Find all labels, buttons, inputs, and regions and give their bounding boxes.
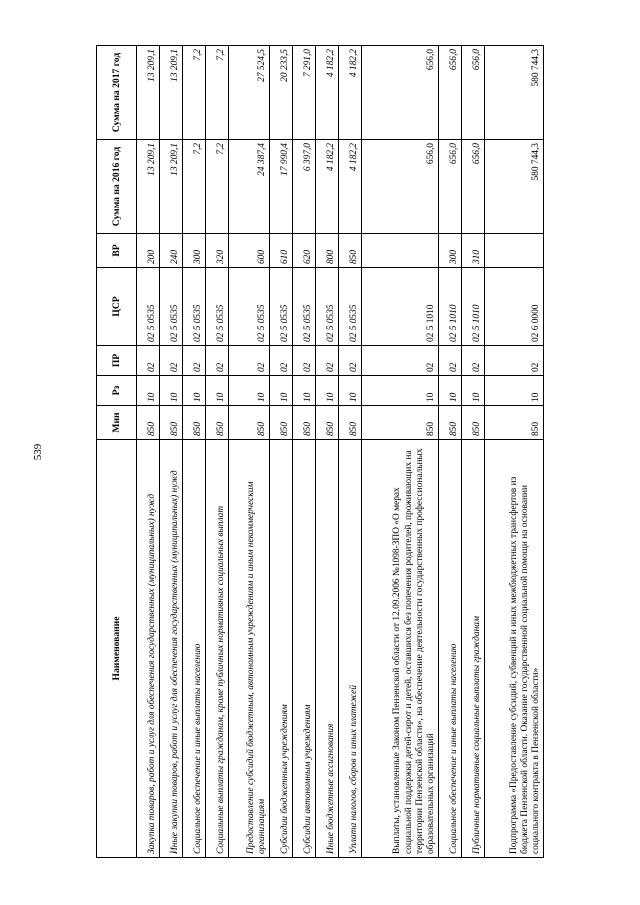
cell-vr: 620	[292, 234, 315, 268]
cell-sum-2017: 4 182,2	[338, 46, 361, 140]
cell-rz: 10	[137, 376, 160, 406]
cell-min: 850	[228, 406, 269, 440]
header-vr: ВР	[97, 234, 137, 268]
cell-min: 850	[361, 406, 438, 440]
cell-rz: 10	[461, 376, 484, 406]
cell-csr: 02 5 0535	[137, 268, 160, 346]
cell-pr: 02	[159, 346, 182, 376]
cell-sum-2016: 6 397,0	[292, 140, 315, 234]
cell-pr: 02	[484, 346, 543, 376]
cell-rz: 10	[269, 376, 292, 406]
cell-sum-2016: 13 209,1	[137, 140, 160, 234]
cell-sum-2016: 656,0	[461, 140, 484, 234]
cell-rz: 10	[361, 376, 438, 406]
header-rz: Рз	[97, 376, 137, 406]
cell-min: 850	[137, 406, 160, 440]
cell-csr: 02 5 0535	[292, 268, 315, 346]
cell-csr: 02 5 1010	[361, 268, 438, 346]
cell-sum-2016: 13 209,1	[159, 140, 182, 234]
cell-csr: 02 5 1010	[461, 268, 484, 346]
cell-csr: 02 5 0535	[338, 268, 361, 346]
cell-pr: 02	[137, 346, 160, 376]
cell-sum-2016: 24 387,4	[228, 140, 269, 234]
cell-min: 850	[438, 406, 461, 440]
cell-rz: 10	[484, 376, 543, 406]
cell-name: Социальное обеспечение и иные выплаты населению	[182, 440, 205, 858]
cell-vr: 300	[438, 234, 461, 268]
table-row	[269, 46, 292, 858]
cell-vr: 240	[159, 234, 182, 268]
cell-name: Подпрограмма «Предоставление субсидий, субвенций и иных межбюджетных трансфертов из бюджета Пензенской области. Оказание государственной социальной помощи на основании социального контракта в Пензенской области»	[484, 440, 543, 858]
cell-min: 850	[461, 406, 484, 440]
header-sum-2016: Сумма на 2016 год	[97, 140, 137, 234]
cell-vr: 610	[269, 234, 292, 268]
cell-name: Социальные выплаты гражданам, кроме публичных нормативных социальных выплат	[205, 440, 228, 858]
cell-vr	[484, 234, 543, 268]
cell-rz: 10	[438, 376, 461, 406]
table-row	[484, 46, 543, 858]
cell-rz: 10	[338, 376, 361, 406]
table-row	[228, 46, 269, 858]
cell-vr: 200	[137, 234, 160, 268]
table-row	[315, 46, 338, 858]
cell-vr: 850	[338, 234, 361, 268]
cell-sum-2017: 27 524,5	[228, 46, 269, 140]
cell-rz: 10	[182, 376, 205, 406]
table-row	[338, 46, 361, 858]
cell-name: Социальное обеспечение и иные выплаты населению	[438, 440, 461, 858]
cell-rz: 10	[159, 376, 182, 406]
cell-vr: 300	[182, 234, 205, 268]
cell-pr: 02	[182, 346, 205, 376]
cell-sum-2017: 7,2	[182, 46, 205, 140]
cell-sum-2017: 13 209,1	[137, 46, 160, 140]
cell-sum-2017: 580 744,3	[484, 46, 543, 140]
cell-sum-2016: 4 182,2	[315, 140, 338, 234]
table-row	[182, 46, 205, 858]
cell-sum-2016: 7,2	[205, 140, 228, 234]
cell-csr: 02 5 0535	[269, 268, 292, 346]
cell-vr: 600	[228, 234, 269, 268]
cell-sum-2016: 17 990,4	[269, 140, 292, 234]
cell-csr: 02 5 0535	[159, 268, 182, 346]
cell-sum-2017: 4 182,2	[315, 46, 338, 140]
cell-name: Субсидии бюджетным учреждениям	[269, 440, 292, 858]
cell-name: Иные закупки товаров, работ и услуг для обеспечения государственных (муниципальных) нужд	[159, 440, 182, 858]
cell-vr: 800	[315, 234, 338, 268]
table-body	[137, 46, 544, 858]
cell-sum-2016: 656,0	[361, 140, 438, 234]
table-row	[159, 46, 182, 858]
cell-csr: 02 5 0535	[315, 268, 338, 346]
cell-sum-2017: 7 291,0	[292, 46, 315, 140]
cell-name: Закупка товаров, работ и услуг для обеспечения государственных (муниципальных) нужд	[137, 440, 160, 858]
cell-name: Предоставление субсидий бюджетным, автономным учреждениям и иным некоммерческим организациям	[228, 440, 269, 858]
cell-min: 850	[159, 406, 182, 440]
table-row	[292, 46, 315, 858]
cell-rz: 10	[315, 376, 338, 406]
cell-pr: 02	[461, 346, 484, 376]
cell-min: 850	[269, 406, 292, 440]
cell-csr: 02 5 0535	[182, 268, 205, 346]
header-min: Мин	[97, 406, 137, 440]
cell-sum-2017: 13 209,1	[159, 46, 182, 140]
table-row	[361, 46, 438, 858]
cell-pr: 02	[292, 346, 315, 376]
cell-sum-2016: 4 182,2	[338, 140, 361, 234]
cell-pr: 02	[338, 346, 361, 376]
cell-min: 850	[182, 406, 205, 440]
cell-vr: 310	[461, 234, 484, 268]
cell-vr: 320	[205, 234, 228, 268]
cell-name: Публичные нормативные социальные выплаты гражданам	[461, 440, 484, 858]
cell-min: 850	[338, 406, 361, 440]
cell-vr	[361, 234, 438, 268]
cell-rz: 10	[205, 376, 228, 406]
cell-min: 850	[205, 406, 228, 440]
cell-name: Иные бюджетные ассигнования	[315, 440, 338, 858]
table-row	[461, 46, 484, 858]
cell-pr: 02	[269, 346, 292, 376]
cell-name: Уплата налогов, сборов и иных платежей	[338, 440, 361, 858]
cell-csr: 02 5 0535	[205, 268, 228, 346]
cell-pr: 02	[438, 346, 461, 376]
table-row	[205, 46, 228, 858]
cell-sum-2016: 656,0	[438, 140, 461, 234]
cell-sum-2016: 7,2	[182, 140, 205, 234]
cell-sum-2017: 656,0	[438, 46, 461, 140]
cell-rz: 10	[292, 376, 315, 406]
cell-sum-2017: 20 233,5	[269, 46, 292, 140]
header-pr: ПР	[97, 346, 137, 376]
cell-min: 850	[315, 406, 338, 440]
cell-csr: 02 5 0535	[228, 268, 269, 346]
cell-pr: 02	[228, 346, 269, 376]
cell-sum-2017: 656,0	[361, 46, 438, 140]
page-number: 539	[32, 443, 44, 461]
cell-pr: 02	[361, 346, 438, 376]
cell-rz: 10	[228, 376, 269, 406]
cell-min: 850	[484, 406, 543, 440]
cell-sum-2017: 656,0	[461, 46, 484, 140]
table-row	[137, 46, 160, 858]
budget-table	[96, 45, 544, 858]
table-header-row	[97, 46, 137, 858]
cell-min: 850	[292, 406, 315, 440]
cell-name: Выплаты, установленные Законом Пензенской области от 12.09.2006 №1098-ЗПО «О мерах социальной поддержки детей-сирот и детей, оставшихся без попечения родителей, проживающих на территории Пензенской области», на обеспечение деятельности государственных профессиональных образовательных организаций	[361, 440, 438, 858]
cell-pr: 02	[315, 346, 338, 376]
cell-sum-2017: 7,2	[205, 46, 228, 140]
header-sum-2017: Сумма на 2017 год	[97, 46, 137, 140]
cell-name: Субсидии автономным учреждениям	[292, 440, 315, 858]
cell-csr: 02 6 0000	[484, 268, 543, 346]
rotated-table-wrapper	[96, 46, 544, 858]
cell-sum-2016: 580 744,3	[484, 140, 543, 234]
cell-csr: 02 5 1010	[438, 268, 461, 346]
table-row	[438, 46, 461, 858]
header-name: Наименование	[97, 440, 137, 858]
cell-pr: 02	[205, 346, 228, 376]
header-csr: ЦСР	[97, 268, 137, 346]
